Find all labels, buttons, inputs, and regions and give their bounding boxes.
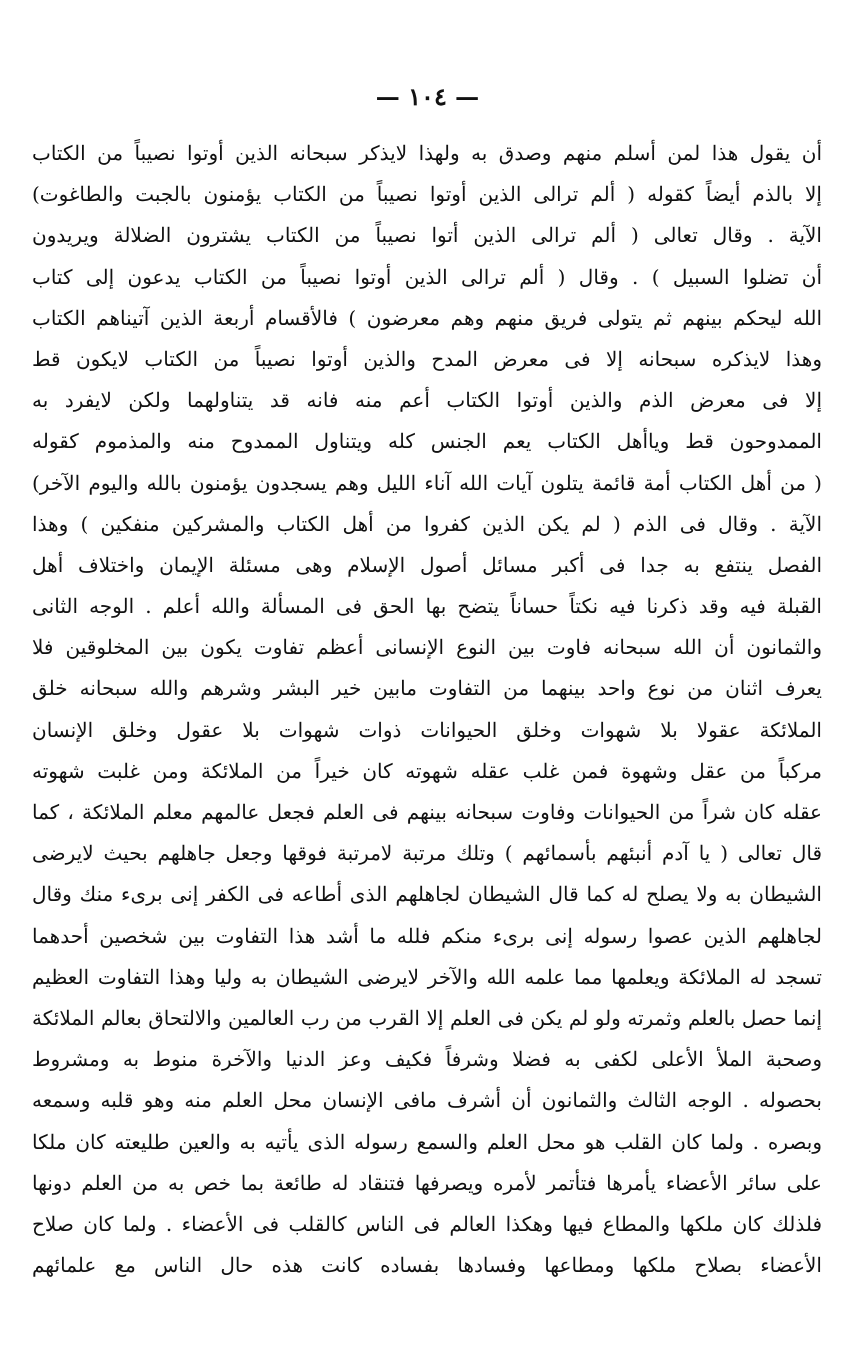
text-line: يعرف اثنان من نوع واحد بينهما من التفاوت مابين خير البشر وشرهم والله سبحانه خلق (32, 676, 822, 701)
text-line: عقله كان شراً من الحيوانات وفاوت سبحانه بينهم فى العلم فجعل عالمهم معلم الملائكة ، كما (32, 800, 822, 824)
text-line: بحصوله . الوجه الثالث والثمانون أن أشرف مافى الإنسان محل العلم منه وهو قلبه وسمعه (32, 1088, 822, 1113)
text-line: ( من أهل الكتاب أمة قائمة يتلون آيات الله آناء الليل وهم يسجدون يؤمنون بالله واليوم الآخر) (32, 470, 822, 495)
text-line: فلذلك كان ملكها والمطاع فيها وهكذا العالم فى الناس كالقلب فى الأعضاء . ولما كان صلاح (32, 1211, 822, 1236)
text-line: الفصل ينتفع به جدا فى أكبر مسائل أصول الإسلام وهى مسئلة الإيمان واختلاف أهل (32, 552, 822, 577)
text-line: وبصره . ولما كان القلب هو محل العلم والسمع رسوله الذى يأتيه به والعين طليعته كان ملكا (32, 1129, 822, 1154)
text-line: الآية . وقال فى الذم ( لم يكن الذين كفروا من أهل الكتاب والمشركين منفكين ) وهذا (32, 511, 822, 536)
text-line: إلا فى معرض الذم والذين أوتوا الكتاب أعم منه فانه قد يتناولهما ولكن لايفرد به (32, 388, 822, 413)
text-line: الممدوحون قط وياأهل الكتاب يعم الجنس كله ويتناول الممدوح منه والمذموم كقوله (32, 429, 822, 454)
text-line: الله ليحكم بينهم ثم يتولى فريق منهم وهم معرضون ) فالأقسام أربعة الذين آتيناهم الكتاب (32, 305, 822, 330)
text-line: قال تعالى ( يا آدم أنبئهم بأسمائهم ) وتلك مرتبة لامرتبة فوقها وجعل جاهلهم بحيث لايرضى (32, 841, 822, 866)
text-line: لجاهلهم الذين عصوا رسوله إنى برىء منكم فلله ما أشد هذا التفاوت بين شخصين أحدهما (32, 923, 822, 948)
text-line: أن يقول هذا لمن أسلم منهم وصدق به ولهذا لايذكر سبحانه الذين أوتوا نصيباً من الكتاب (32, 141, 822, 165)
text-line: على سائر الأعضاء يأمرها فتأتمر لأمره ويصرفها فتنقاد له طائعة بما خص به من العلم دونها (32, 1170, 822, 1195)
text-line: الملائكة عقولا بلا شهوات وخلق الحيوانات ذوات شهوات بلا عقول وخلق الإنسان (32, 717, 822, 742)
text-line: إلا بالذم أيضاً كقوله ( ألم ترالى الذين أوتوا نصيباً من الكتاب يؤمنون بالجبت والطاغوت) (32, 182, 822, 207)
text-line: والثمانون أن الله سبحانه فاوت بين النوع الإنسانى أعظم تفاوت يكون بين المخلوقين فلا (32, 635, 822, 660)
text-line: وصحبة الملأ الأعلى لكفى به فضلا وشرفاً فكيف وعز الدنيا والآخرة منوط به ومشروط (32, 1047, 822, 1072)
text-line: مركباً من عقل وشهوة فمن غلب عقله شهوته كان خيراً من الملائكة ومن غلبت شهوته (32, 758, 822, 783)
text-line: القبلة فيه وقد ذكرنا فيه نكتاً حساناً يتضح بها الحق فى المسألة والله أعلم . الوجه الثانى (32, 594, 822, 619)
body-text (32, 133, 822, 1286)
text-line: تسجد له الملائكة ويعلمها مما علمه الله والآخر لايرضى الشيطان به وليا وهذا التفاوت العظيم (32, 964, 822, 989)
text-line: أن تضلوا السبيل ) . وقال ( ألم ترالى الذين أوتوا نصيباً من الكتاب يدعون إلى كتاب (32, 264, 822, 289)
text-line: الآية . وقال تعالى ( ألم ترالى الذين أتوا نصيباً من الكتاب يشترون الضلالة ويريدون (32, 223, 822, 248)
text-line: وهذا لايذكره سبحانه إلا فى معرض المدح والذين أوتوا نصيباً من الكتاب لايكون قط (32, 346, 822, 371)
text-line: الأعضاء بصلاح ملكها ومطاعها وفسادها بفساده كانت هذه حال الناس مع علمائهم (32, 1253, 822, 1278)
page-number: — ١٠٤ — (375, 82, 480, 111)
text-line: الشيطان به ولا يصلح له كما قال الشيطان لجاهلهم الذى أطاعه فى الكفر إنى برىء منك وقال (32, 882, 822, 907)
text-line: إنما حصل بالعلم وثمرته ولو لم يكن فى العلم إلا القرب من رب العالمين والالتحاق بعالم الملائكة (32, 1005, 822, 1030)
